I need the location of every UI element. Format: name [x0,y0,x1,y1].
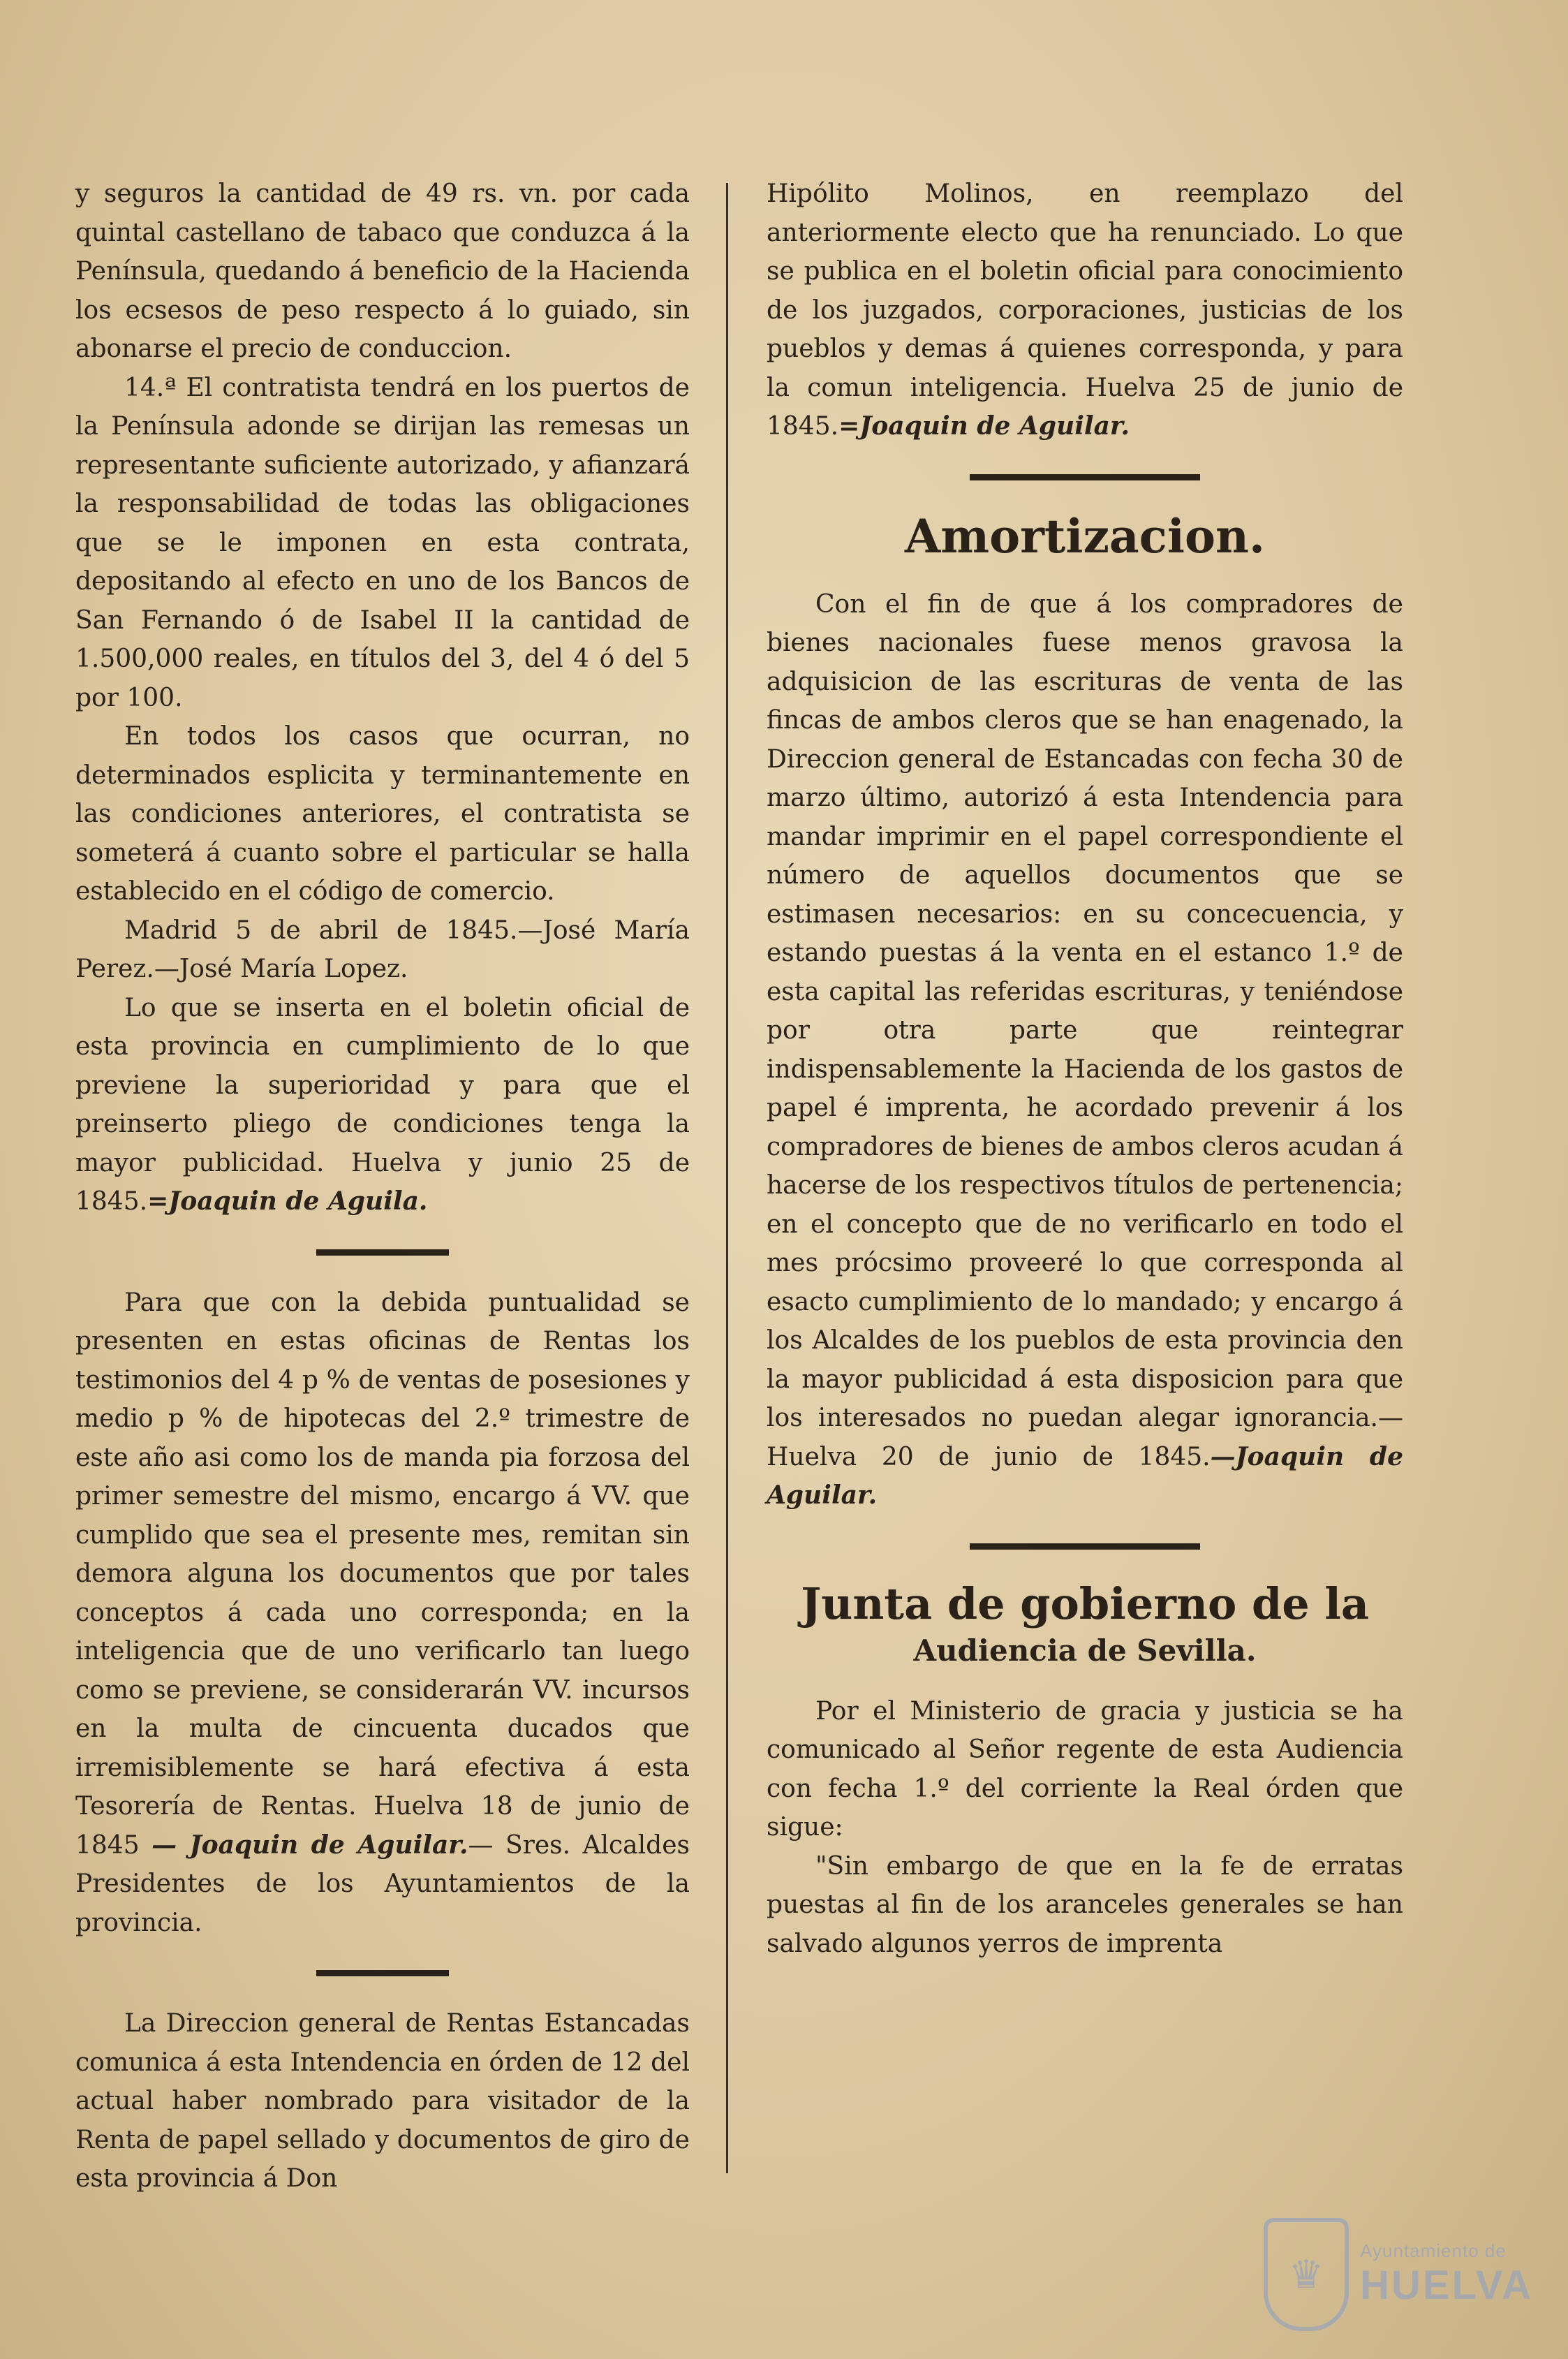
archive-watermark [1264,2218,1533,2331]
insertion-notice-text: Lo que se inserta en el boletin oficial de esta provincia en cumplimiento de lo que previene la superioridad y para que el preinserto pliego de condiciones tenga la mayor publicidad. Huelva y junio 25 de 1845. [75,993,690,1216]
section-rule [970,1543,1200,1550]
rentas-notice-addressees: — Sres. Alcaldes Presidentes de los Ayuntamientos de la provincia. [75,1830,690,1937]
watermark-line1: Ayuntamiento de [1360,2240,1507,2261]
right-column [767,175,1403,1963]
subheading-audiencia: Audiencia de Sevilla. [913,1633,1257,1668]
rentas-notice-text: Para que con la debida puntualidad se presenten en estas oficinas de Rentas los testimonios del 4 p % de ventas de posesiones y medio p % de hipotecas del 2.º trimestre de este año asi como los de manda pia forzosa del primer semestre del mismo, encargo á VV. que cumplido que sea el presente mes, remitan sin demora alguna los documentos que por tales conceptos á cada uno corresponda; en la inteligencia que de uno verificarlo tan luego como se previene, se considerarán VV. incursos en la multa de cincuenta ducados que irremisiblemente se hará efectiva á esta Tesorería de Rentas. Huelva 18 de junio de 1845 [75,1288,690,1860]
section-rule [316,1970,449,1976]
amortizacion-notice [767,585,1403,1515]
ministerio-notice: Por el Ministerio de gracia y justicia se ha comunicado al Señor regente de esta Audiencia con fecha 1.º del corriente la Real órden que sigue: [767,1696,1403,1842]
molinos-notice-signature: =Joaquin de Aguilar. [838,411,1130,441]
molinos-notice-text: Hipólito Molinos, en reemplazo del anteriormente electo que ha renunciado. Lo que se publica en el boletin oficial para conocimiento de los juzgados, corporaciones, justicias de los pueblos y demas á quienes corresponda, y para la comun inteligencia. Huelva 25 de junio de 1845. [767,179,1403,441]
heading-amortizacion: Amortizacion. [905,508,1265,564]
section-rule [316,1249,449,1256]
section-rule [970,474,1200,480]
amortizacion-notice-text: Con el fin de que á los compradores de bienes nacionales fuese menos gravosa la adquisicion de las escrituras de venta de las fincas de ambos cleros que se han enagenado, la Direccion general de Estancadas con fecha 30 de marzo último, autorizó á esta Intendencia para mandar imprimir en el papel correspondiente el número de aquellos documentos que se estimasen necesarios: en su concecuencia, y estando puestas á la venta en el estanco 1.º de esta capital las referidas escrituras, y teniéndose por otra parte que reintegrar indispensablemente la Hacienda de los gastos de papel é imprenta, he acordado prevenir á los compradores de bienes de ambos cleros acudan á hacerse de los respectivos títulos de pertenencia; en el concepto que de no verificarlo en todo el mes prócsimo proveeré lo que corresponda al esacto cumplimiento de lo mandado; y encargo á los Alcaldes de los pueblos de esta provincia den la mayor publicidad á esta disposicion para que los interesados no puedan alegar ignorancia.—Huelva 20 de junio de 1845. [767,589,1403,1471]
contract-clause-tail: y seguros la cantidad de 49 rs. vn. por cada quintal castellano de tabaco que conduzca á la Península, quedando á beneficio de la Hacienda los ecsesos de peso respecto á lo guiado, sin abonarse el precio de conduccion. [75,179,690,363]
left-column [75,175,690,2198]
amortizacion-notice-signature: —Joaquin de Aguilar. [767,1441,1403,1510]
rentas-notice-signature: — Joaquin de Aguilar. [151,1830,468,1860]
real-orden-quote: "Sin embargo de que en la fe de erratas puestas al fin de los aranceles generales se han salvado algunos yerros de imprenta [767,1851,1403,1958]
column-divider [726,183,728,2173]
direccion-notice: La Direccion general de Rentas Estancadas comunica á esta Intendencia en órden de 12 del actual haber nombrado para visitador de la Renta de papel sellado y documentos de giro de esta provincia á Don [75,2009,690,2193]
insertion-notice-signature: =Joaquin de Aguila. [147,1186,428,1216]
coat-of-arms-icon: ♛ [1264,2218,1349,2331]
contract-clause-general: En todos los casos que ocurran, no determinados esplicita y terminantemente en las condiciones anteriores, el contratista se someterá á cuanto sobre el particular se halla establecido en el código de comercio. [75,722,690,906]
molinos-notice [767,175,1403,446]
contract-signatories: Madrid 5 de abril de 1845.—José María Perez.—José María Lopez. [75,916,690,983]
rentas-notice [75,1284,690,1943]
watermark-line2: HUELVA [1360,2263,1533,2308]
heading-junta: Junta de gobierno de la [800,1578,1370,1629]
insertion-notice [75,989,690,1221]
contract-clause-14: 14.ª El contratista tendrá en los puertos de la Península adonde se dirijan las remesas un representante suficiente autorizado, y afianzará la responsabilidad de todas las obligaciones que se le imponen en esta contrata, depositando al efecto en uno de los Bancos de San Fernando ó de Isabel II la cantidad de 1.500,000 reales, en títulos del 3, del 4 ó del 5 por 100. [75,373,690,712]
